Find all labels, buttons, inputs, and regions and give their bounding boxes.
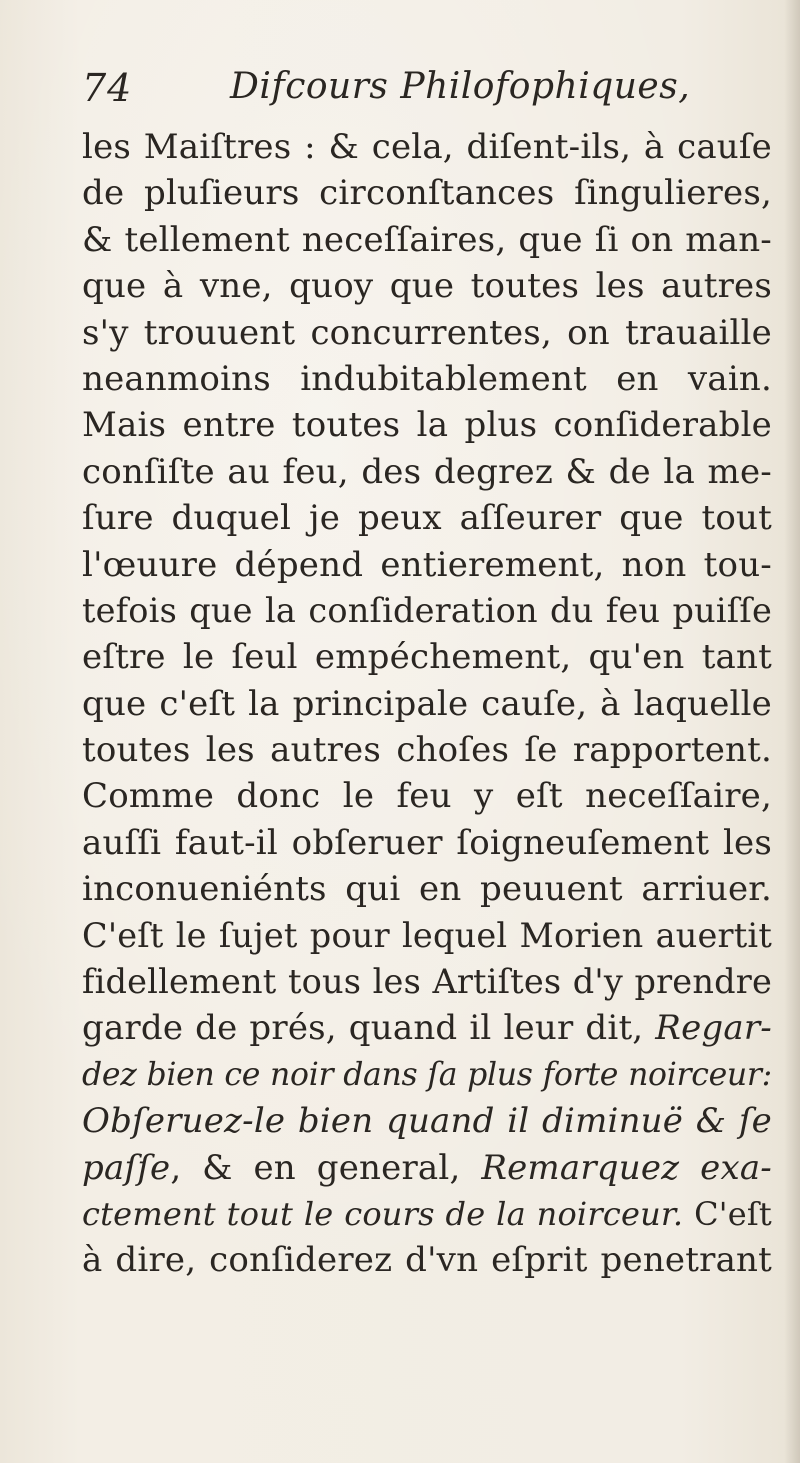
text-line (82, 1052, 772, 1098)
text-line: neanmoins indubitablement en vain. (82, 358, 772, 399)
page-edge-shadow (784, 0, 800, 1463)
text-line (82, 1145, 772, 1191)
text-line: Comme donc le feu y eſt neceſſaire, (82, 776, 772, 817)
running-title: Difcours Philofophiques, (230, 66, 691, 107)
text-line: ſure duquel je peux aſſeurer que tout (82, 498, 772, 539)
text-line: eſtre le ſeul empéchement, qu'en tant (82, 637, 772, 678)
italic-segment: Remarquez exa- (481, 1147, 772, 1188)
text-line: s'y trouuent concurrentes, on trauaille (82, 312, 772, 353)
italic-segment: ctement tout le cours de la noirceur. (82, 1194, 684, 1233)
text-line: à dire, conſiderez d'vn eſprit penetrant (82, 1240, 772, 1281)
body-text (82, 124, 772, 1284)
text-line (82, 1098, 772, 1144)
text-line: les Maiſtres : & cela, diſent-ils, à cauſe (82, 127, 772, 167)
text-segment: garde de prés, quand il leur dit, (82, 1008, 656, 1049)
italic-segment: dez bien ce noir dans ſa plus forte noirceur: (82, 1056, 772, 1093)
text-line: que c'eſt la principale cauſe, à laquelle (82, 683, 772, 724)
text-segment: C'eſt (683, 1194, 772, 1233)
text-segment: , & en general, (170, 1147, 482, 1188)
italic-segment: paſſe (82, 1147, 171, 1188)
text-line: inconueniénts qui en peuuent arriuer. (82, 869, 772, 910)
text-line: conſiſte au feu, des degrez & de la me- (82, 451, 772, 492)
text-line: l'œuure dépend entierement, non tou- (82, 544, 772, 585)
text-line: tefois que la conſideration du feu puiſſe (82, 590, 772, 630)
italic-segment: Regar- (655, 1008, 772, 1049)
text-line: Mais entre toutes la plus conſiderable (82, 405, 772, 446)
text-line: C'eſt le ſujet pour lequel Morien auertit (82, 915, 772, 955)
text-line: toutes les autres choſes ſe rapportent. (82, 730, 772, 771)
italic-segment: Obſeruez-le bien quand il diminuë & ſe (82, 1101, 772, 1142)
text-line: que à vne, quoy que toutes les autres (82, 266, 772, 307)
text-line (82, 1191, 772, 1237)
text-line: & tellement neceſſaires, que ſi on man- (82, 219, 772, 260)
text-line (82, 1005, 772, 1051)
text-line: fidellement tous les Artiſtes d'y prendre (82, 962, 772, 1002)
text-line: auſſi faut-il obſeruer ſoigneuſement les (82, 822, 772, 863)
text-line: de pluſieurs circonſtances ſingulieres, (82, 173, 772, 214)
page-number: 74 (82, 66, 133, 110)
